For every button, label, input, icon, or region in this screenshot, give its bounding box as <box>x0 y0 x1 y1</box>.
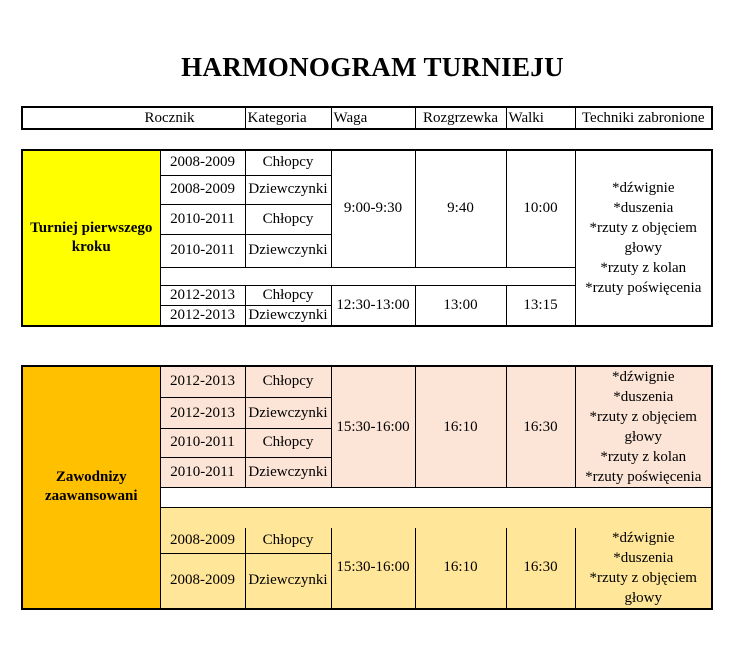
techniques-cell <box>575 150 712 326</box>
technique-item: *rzuty z kolan <box>600 449 687 465</box>
technique-item: *dźwignie <box>612 179 675 196</box>
page-title: HARMONOGRAM TURNIEJU <box>181 52 564 82</box>
year-cell: 2008-2009 <box>160 528 245 554</box>
technique-item: *dźwignie <box>612 529 675 546</box>
year-cell: 2008-2009 <box>160 554 245 609</box>
rozgrzewka-cell: 13:00 <box>415 285 506 326</box>
rozgrzewka-cell: 9:40 <box>415 150 506 267</box>
technique-item: *duszenia <box>613 389 674 405</box>
waga-cell: 9:00-9:30 <box>331 150 415 267</box>
technique-item: *rzuty z objęciem <box>589 569 697 586</box>
year-cell: 2012-2013 <box>160 397 245 428</box>
technique-item: głowy <box>624 589 662 606</box>
category-cell: Dziewczynki <box>245 305 331 326</box>
techniques-cell <box>575 366 712 488</box>
year-cell: 2012-2013 <box>160 285 245 305</box>
spacer-cell <box>160 488 712 508</box>
header-rocznik: Rocznik <box>22 107 245 129</box>
category-cell: Chłopcy <box>245 528 331 554</box>
header-row <box>22 107 712 129</box>
technique-item: głowy <box>624 239 662 256</box>
schedule-table-advanced <box>21 365 713 610</box>
waga-cell: 12:30-13:00 <box>331 285 415 326</box>
header-techniki: Techniki zabronione <box>575 107 712 129</box>
rozgrzewka-cell: 16:10 <box>415 528 506 609</box>
technique-item: *dźwignie <box>612 369 675 385</box>
year-cell: 2010-2011 <box>160 234 245 267</box>
year-cell: 2010-2011 <box>160 429 245 457</box>
waga-cell: 15:30-16:00 <box>331 528 415 609</box>
category-cell: Chłopcy <box>245 204 331 234</box>
category-cell: Chłopcy <box>245 366 331 397</box>
table-row <box>22 366 712 397</box>
group-label-beginners: Turniej pierwszego kroku <box>22 150 160 326</box>
year-cell: 2012-2013 <box>160 366 245 397</box>
category-cell: Dziewczynki <box>245 397 331 428</box>
category-cell: Dziewczynki <box>245 457 331 487</box>
walki-cell: 13:15 <box>506 285 575 326</box>
walki-cell: 16:30 <box>506 528 575 609</box>
technique-item: *rzuty poświęcenia <box>585 469 702 485</box>
schedule-table-beginners <box>21 149 713 327</box>
spacer-cell <box>160 508 712 528</box>
waga-cell: 15:30-16:00 <box>331 366 415 488</box>
year-cell: 2008-2009 <box>160 150 245 175</box>
year-cell: 2008-2009 <box>160 175 245 204</box>
technique-item: głowy <box>624 429 662 445</box>
header-kategoria: Kategoria <box>245 107 331 129</box>
category-cell: Dziewczynki <box>245 234 331 267</box>
category-cell: Dziewczynki <box>245 554 331 609</box>
year-cell: 2012-2013 <box>160 305 245 326</box>
technique-item: *duszenia <box>613 199 674 216</box>
walki-cell: 10:00 <box>506 150 575 267</box>
technique-item: *duszenia <box>613 549 674 566</box>
category-cell: Chłopcy <box>245 285 331 305</box>
header-walki: Walki <box>506 107 575 129</box>
category-cell: Chłopcy <box>245 150 331 175</box>
techniques-cell <box>575 528 712 609</box>
category-cell: Chłopcy <box>245 429 331 457</box>
table-row <box>22 150 712 175</box>
group-label-advanced: Zawodnizy zaawansowani <box>22 366 160 609</box>
header-rozgrzewka: Rozgrzewka <box>415 107 506 129</box>
walki-cell: 16:30 <box>506 366 575 488</box>
header-table <box>21 106 713 130</box>
rozgrzewka-cell: 16:10 <box>415 366 506 488</box>
technique-item: *rzuty z kolan <box>600 259 687 276</box>
spacer-cell <box>160 267 575 285</box>
technique-item: *rzuty z objęciem <box>589 409 697 425</box>
year-cell: 2010-2011 <box>160 204 245 234</box>
technique-item: *rzuty z objęciem <box>589 219 697 236</box>
header-waga: Waga <box>331 107 415 129</box>
category-cell: Dziewczynki <box>245 175 331 204</box>
year-cell: 2010-2011 <box>160 457 245 487</box>
technique-item: *rzuty poświęcenia <box>585 279 702 296</box>
